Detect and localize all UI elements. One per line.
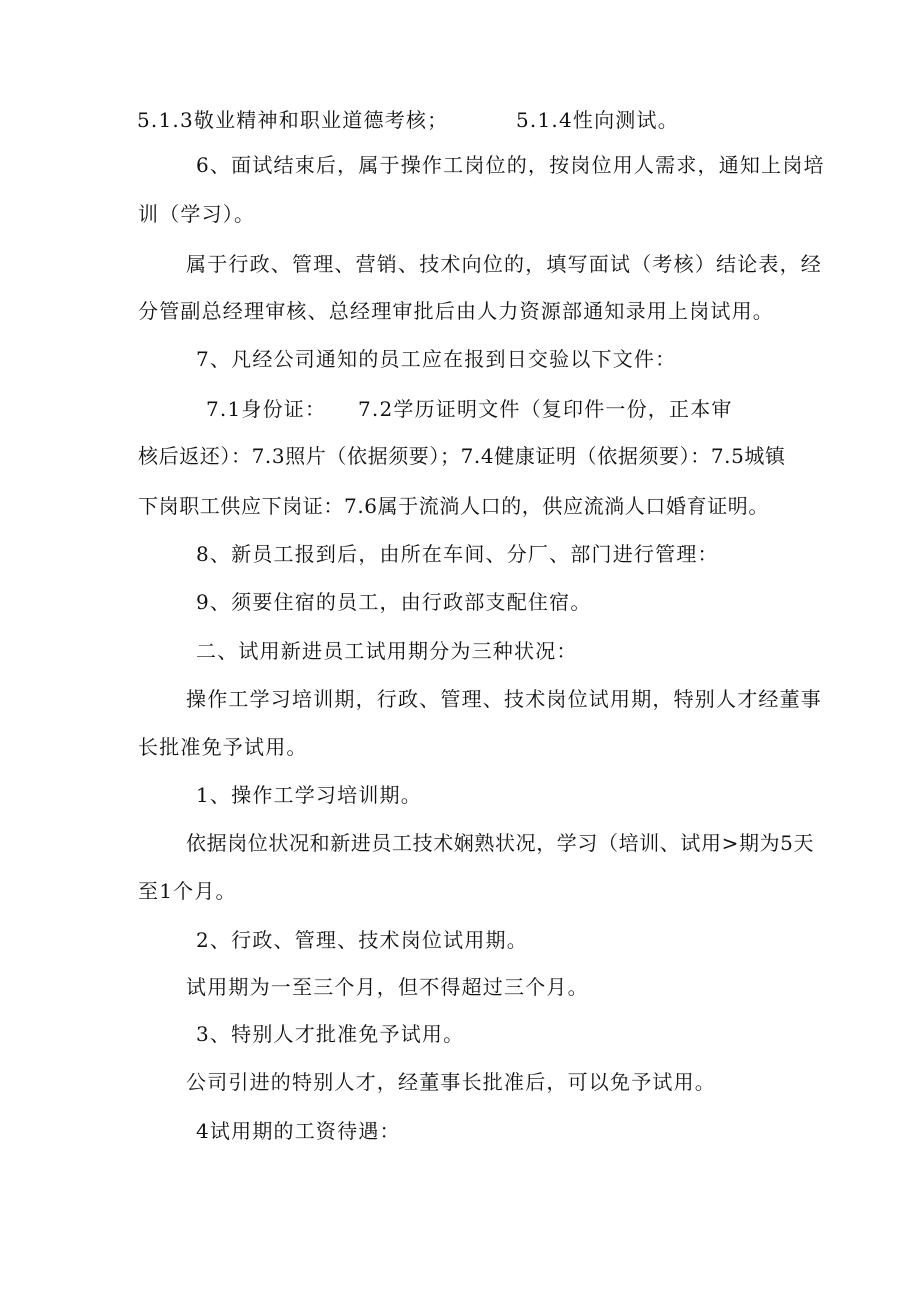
text-line-7-2: 7.2学历证明文件（复印件一份，正本审: [358, 397, 733, 421]
text-line-special-talent: 公司引进的特别人才，经董事长批准后，可以免予试用。: [186, 1070, 716, 1094]
text-line-item-7: 7、凡经公司通知的员工应在报到日交验以下文件：: [196, 347, 677, 371]
text-line-7-3-to-7-5: 核后返还）：7.3照片（依据须要）；7.4健康证明（依据须要）：7.5城镇: [138, 444, 786, 468]
text-line-item-8: 8、新员工报到后，由所在车间、分厂、部门进行管理：: [196, 542, 719, 566]
text-line-probation-types: 操作工学习培训期，行政、管理、技术岗位试用期，特别人才经董事: [186, 687, 822, 711]
text-line-trial-duration: 试用期为一至三个月，但不得超过三个月。: [186, 975, 589, 999]
text-line-item-9: 9、须要住宿的员工，由行政部支配住宿。: [196, 590, 592, 614]
text-line-admin-positions-cont: 分管副总经理审核、总经理审批后由人力资源部通知录用上岗试用。: [138, 299, 774, 323]
text-line-training-period: 依据岗位状况和新进员工技术娴熟状况，学习（培训、试用>期为5天: [186, 831, 815, 855]
text-line-item-6: 6、面试结束后，属于操作工岗位的，按岗位用人需求，通知上岗培: [196, 153, 825, 177]
section-heading-probation: 二、试用新进员工试用期分为三种状况：: [196, 639, 578, 663]
text-line-item-6-cont: 训（学习）。: [138, 202, 256, 226]
text-line-training-period-cont: 至1个月。: [138, 879, 237, 903]
text-line-5-1-4: 5.1.4性向测试。: [516, 108, 679, 132]
text-line-admin-positions: 属于行政、管理、营销、技术向位的，填写面试（考核）结论表，经: [186, 252, 822, 276]
subheading-item-4: 4试用期的工资待遇：: [196, 1119, 401, 1143]
text-line-7-1: 7.1身份证：: [206, 397, 327, 421]
text-line-7-6: 下岗职工供应下岗证：7.6属于流淌人口的，供应流淌人口婚育证明。: [138, 494, 770, 518]
text-line-probation-types-cont: 长批准免予试用。: [138, 735, 308, 759]
subheading-item-3: 3、特别人才批准免予试用。: [196, 1022, 465, 1046]
subheading-item-2: 2、行政、管理、技术岗位试用期。: [196, 928, 528, 952]
subheading-item-1: 1、操作工学习培训期。: [196, 783, 422, 807]
text-line-5-1-3: 5.1.3敬业精神和职业道德考核；: [137, 108, 449, 132]
